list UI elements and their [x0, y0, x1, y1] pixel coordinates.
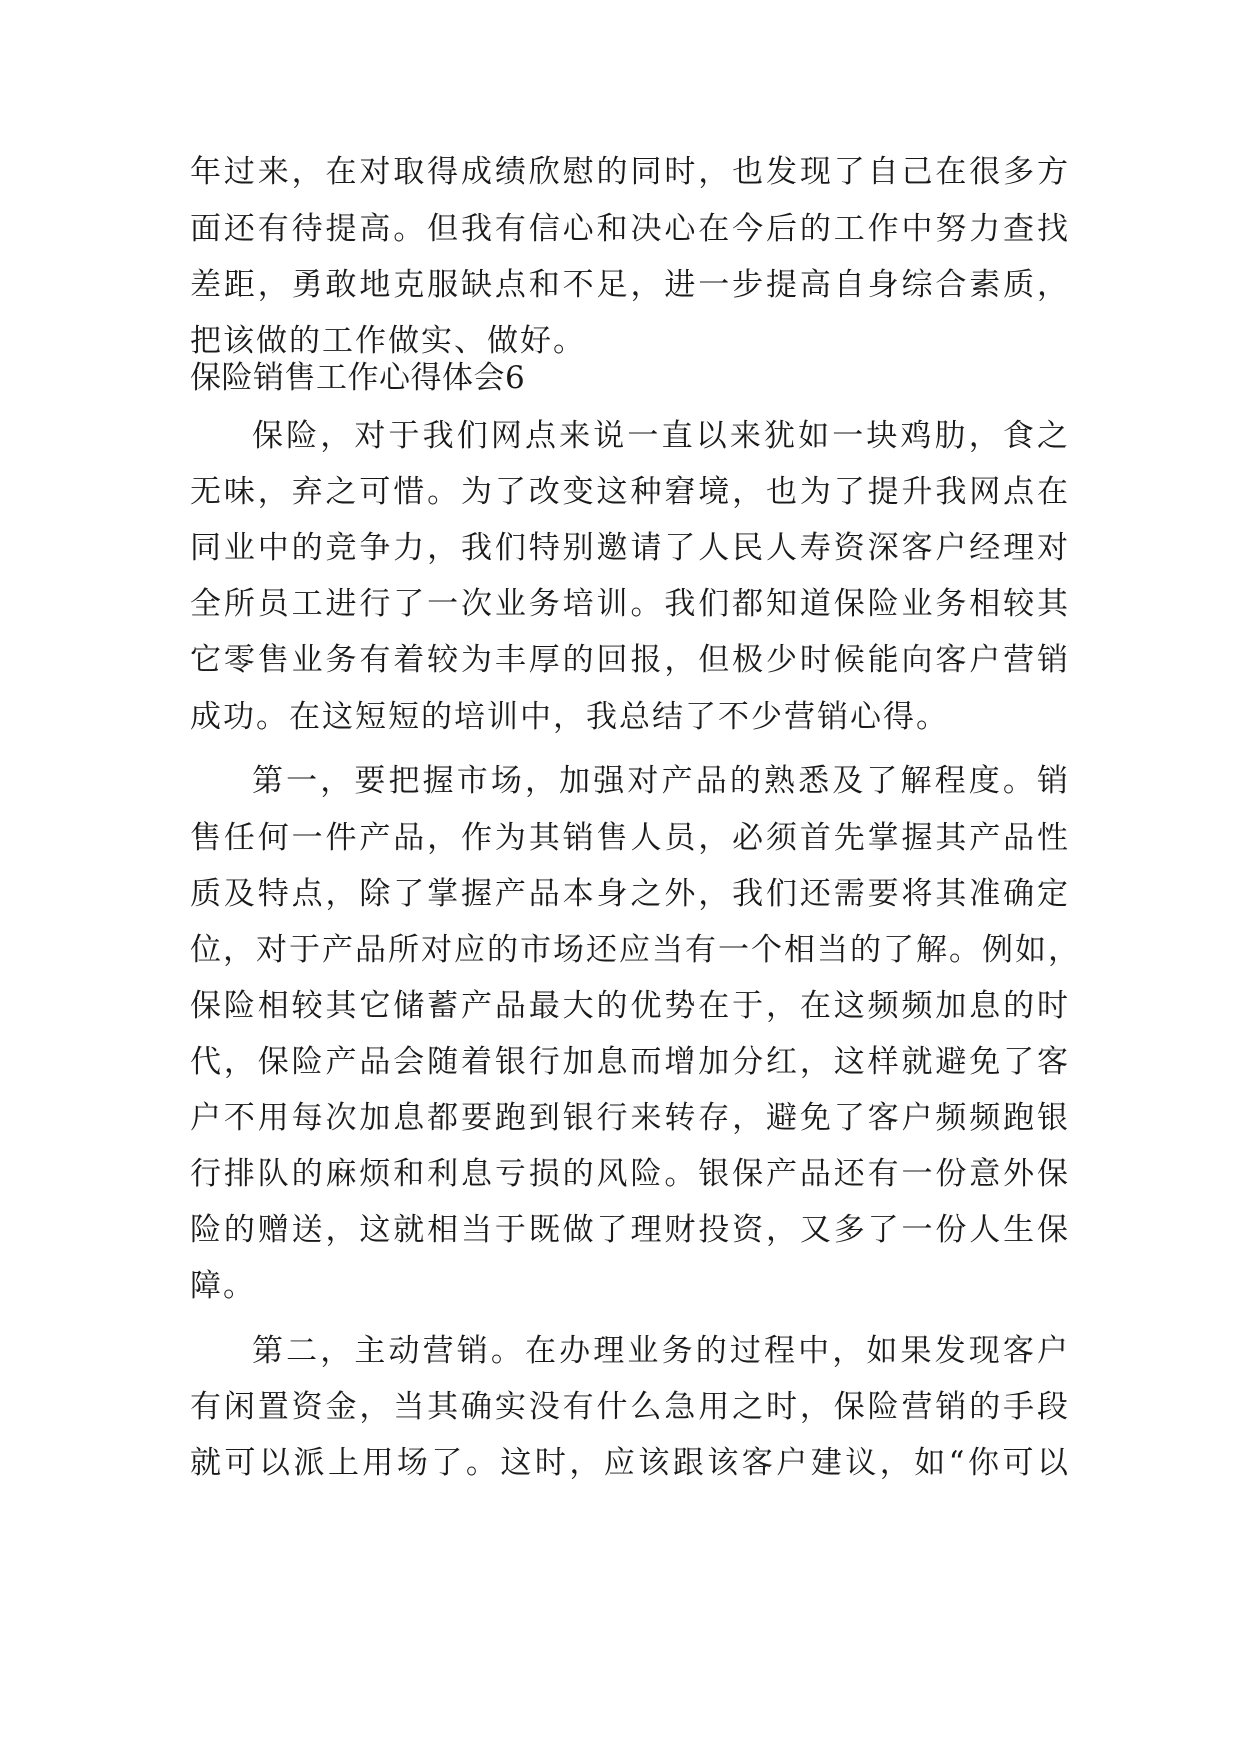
paragraph-first-line: 保险，对于我们网点来说一直以来犹如一块鸡肋，食之	[252, 418, 1070, 454]
text-line: 有闲置资金，当其确实没有什么急用之时，保险营销的手段	[190, 1389, 1070, 1425]
text-line: 年过来，在对取得成绩欣慰的同时，也发现了自己在很多方	[190, 154, 1070, 190]
text-line: 障。	[190, 1268, 256, 1304]
text-line: 面还有待提高。但我有信心和决心在今后的工作中努力查找	[190, 211, 1070, 247]
text-line: 户不用每次加息都要跑到银行来转存，避免了客户频频跑银	[190, 1100, 1070, 1136]
text-line: 同业中的竞争力，我们特别邀请了人民人寿资深客户经理对	[190, 530, 1070, 566]
text-line: 行排队的麻烦和利息亏损的风险。银保产品还有一份意外保	[190, 1156, 1070, 1192]
text-line: 它零售业务有着较为丰厚的回报，但极少时候能向客户营销	[190, 642, 1070, 678]
text-line: 把该做的工作做实、做好。	[190, 323, 586, 359]
text-line: 差距，勇敢地克服缺点和不足，进一步提高自身综合素质，	[190, 267, 1070, 303]
text-line: 位，对于产品所对应的市场还应当有一个相当的了解。例如，	[190, 932, 1081, 968]
text-line: 质及特点，除了掌握产品本身之外，我们还需要将其准确定	[190, 876, 1070, 912]
text-line: 成功。在这短短的培训中，我总结了不少营销心得。	[190, 699, 949, 735]
text-line: 保险相较其它储蓄产品最大的优势在于，在这频频加息的时	[190, 988, 1070, 1024]
paragraph-first-line: 第一，要把握市场，加强对产品的熟悉及了解程度。销	[252, 763, 1070, 799]
section-heading: 保险销售工作心得体会6	[190, 360, 526, 396]
text-line: 就可以派上用场了。这时，应该跟该客户建议，如“你可以	[190, 1445, 1070, 1481]
text-line: 全所员工进行了一次业务培训。我们都知道保险业务相较其	[190, 586, 1070, 622]
text-line: 险的赠送，这就相当于既做了理财投资，又多了一份人生保	[190, 1212, 1070, 1248]
text-line: 无味，弃之可惜。为了改变这种窘境，也为了提升我网点在	[190, 474, 1070, 510]
paragraph-first-line: 第二，主动营销。在办理业务的过程中，如果发现客户	[252, 1333, 1070, 1369]
text-line: 售任何一件产品，作为其销售人员，必须首先掌握其产品性	[190, 820, 1070, 856]
text-line: 代，保险产品会随着银行加息而增加分红，这样就避免了客	[190, 1044, 1070, 1080]
